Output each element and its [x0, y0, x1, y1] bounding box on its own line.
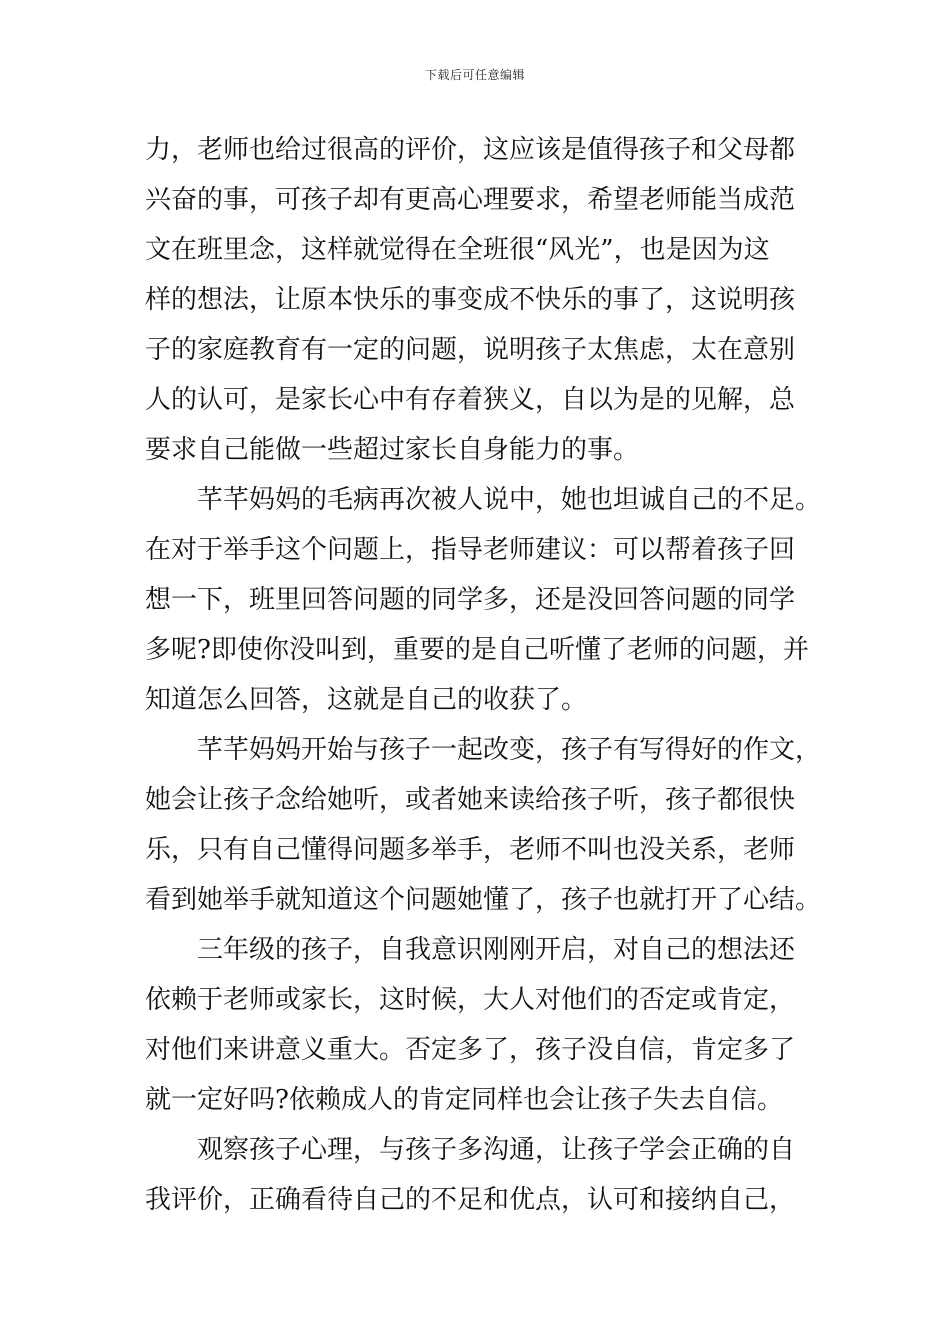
text-line: 我评价，正确看待自己的不足和优点，认可和接纳自己， [145, 1185, 796, 1215]
text-line: 芊芊妈妈开始与孩子一起改变，孩子有写得好的作文， [145, 735, 822, 765]
text-line: 乐，只有自己懂得问题多举手，老师不叫也没关系，老师 [145, 835, 796, 865]
text-line: 人的认可，是家长心中有存着狭义，自以为是的见解，总 [145, 385, 796, 415]
text-line: 依赖于老师或家长，这时候，大人对他们的否定或肯定， [145, 985, 796, 1015]
page-header: 下载后可任意编辑 [424, 68, 525, 82]
text-line: 在对于举手这个问题上，指导老师建议：可以帮着孩子回 [145, 535, 796, 565]
text-line: 知道怎么回答，这就是自己的收获了。 [145, 685, 588, 715]
text-line: 兴奋的事，可孩子却有更高心理要求，希望老师能当成范 [145, 185, 796, 215]
text-line: 子的家庭教育有一定的问题，说明孩子太焦虑，太在意别 [145, 335, 796, 365]
text-line: 她会让孩子念给她听，或者她来读给孩子听，孩子都很快 [145, 785, 796, 815]
text-line: 看到她举手就知道这个问题她懂了，孩子也就打开了心结。 [145, 885, 822, 915]
text-line: 多呢?即使你没叫到，重要的是自己听懂了老师的问题，并 [145, 635, 809, 665]
text-line: 想一下，班里回答问题的同学多，还是没回答问题的同学 [145, 585, 796, 615]
text-line: 对他们来讲意义重大。否定多了，孩子没自信，肯定多了 [145, 1035, 796, 1065]
text-line: 观察孩子心理，与孩子多沟通，让孩子学会正确的自 [145, 1135, 796, 1165]
text-line: 就一定好吗?依赖成人的肯定同样也会让孩子失去自信。 [145, 1085, 783, 1115]
text-line: 文在班里念，这样就觉得在全班很“风光”，也是因为这 [145, 235, 770, 265]
text-line: 样的想法，让原本快乐的事变成不快乐的事了，这说明孩 [145, 285, 796, 315]
text-line: 芊芊妈妈的毛病再次被人说中，她也坦诚自己的不足。 [145, 485, 822, 515]
text-line: 要求自己能做一些超过家长自身能力的事。 [145, 435, 640, 465]
text-line: 力，老师也给过很高的评价，这应该是值得孩子和父母都 [145, 135, 796, 165]
text-line: 三年级的孩子，自我意识刚刚开启，对自己的想法还 [145, 935, 796, 965]
